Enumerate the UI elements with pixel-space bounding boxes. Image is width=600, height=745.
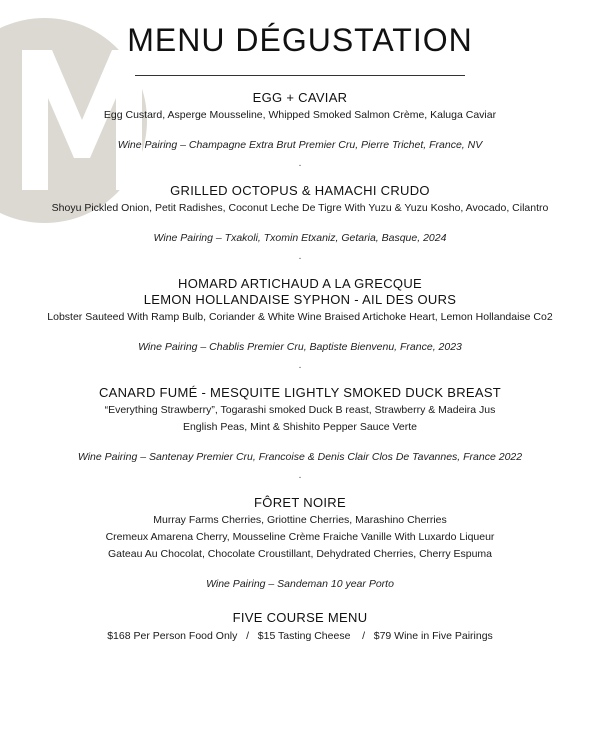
separator-dot: . [298,360,302,371]
footer-pricing [0,610,600,644]
page-title: MENU DÉGUSTATION [127,22,473,58]
course-title: EGG + CAVIAR [252,90,348,105]
menu-list [0,90,600,644]
footer-prices: $168 Per Person Food Only / $15 Tasting Cheese / $79 Wine in Five Pairings [107,630,493,642]
course-title: CANARD FUMÉ - MESQUITE LIGHTLY SMOKED DUCK BREAST [98,385,502,400]
wine-pairing: Wine Pairing – Txakoli, Txomin Etxaniz, Getaria, Basque, 2024 [153,232,447,244]
course-description: Lobster Sauteed With Ramp Bulb, Coriander & White Wine Braised Artichoke Heart, Lemon Hollandaise Co2 [47,311,553,323]
course-homard [0,276,600,371]
footer-title: FIVE COURSE MENU [232,610,368,625]
wine-pairing: Wine Pairing – Champagne Extra Brut Premier Cru, Pierre Trichet, France, NV [117,139,483,151]
course-canard [0,385,600,481]
separator-dot: . [298,470,302,481]
course-egg-caviar [0,90,600,169]
course-description: Shoyu Pickled Onion, Petit Radishes, Coconut Leche De Tigre With Yuzu & Yuzu Kosho, Avocado, Cilantro [51,202,549,214]
course-description-line: Gateau Au Chocolat, Chocolate Croustillant, Dehydrated Cherries, Cherry Espuma [107,548,493,560]
course-title: FÔRET NOIRE [254,495,346,510]
course-title: GRILLED OCTOPUS & HAMACHI CRUDO [170,183,430,198]
course-foret-noire [0,495,600,592]
course-description-line: “Everything Strawberry”, Togarashi smoked Duck B reast, Strawberry & Madeira Jus [104,404,496,416]
course-description-line: Murray Farms Cherries, Griottine Cherries, Marashino Cherries [153,514,447,526]
wine-pairing: Wine Pairing – Sandeman 10 year Porto [206,578,394,590]
separator-dot: . [298,158,302,169]
course-description-line: Cremeux Amarena Cherry, Mousseline Crème Fraiche Vanille With Luxardo Liqueur [105,531,495,543]
separator-dot: . [298,251,302,262]
course-title: HOMARD ARTICHAUD A LA GRECQUE [178,276,422,291]
course-subtitle: LEMON HOLLANDAISE SYPHON - AIL DES OURS [143,292,457,307]
course-description: Egg Custard, Asperge Mousseline, Whipped Smoked Salmon Crème, Kaluga Caviar [103,109,497,121]
title-divider [135,75,465,76]
wine-pairing: Wine Pairing – Santenay Premier Cru, Francoise & Denis Clair Clos De Tavannes, France 2022 [77,451,523,463]
course-description-line: English Peas, Mint & Shishito Pepper Sauce Verte [182,421,418,433]
course-octopus-hamachi [0,183,600,262]
wine-pairing: Wine Pairing – Chablis Premier Cru, Baptiste Bienvenu, France, 2023 [138,341,462,353]
